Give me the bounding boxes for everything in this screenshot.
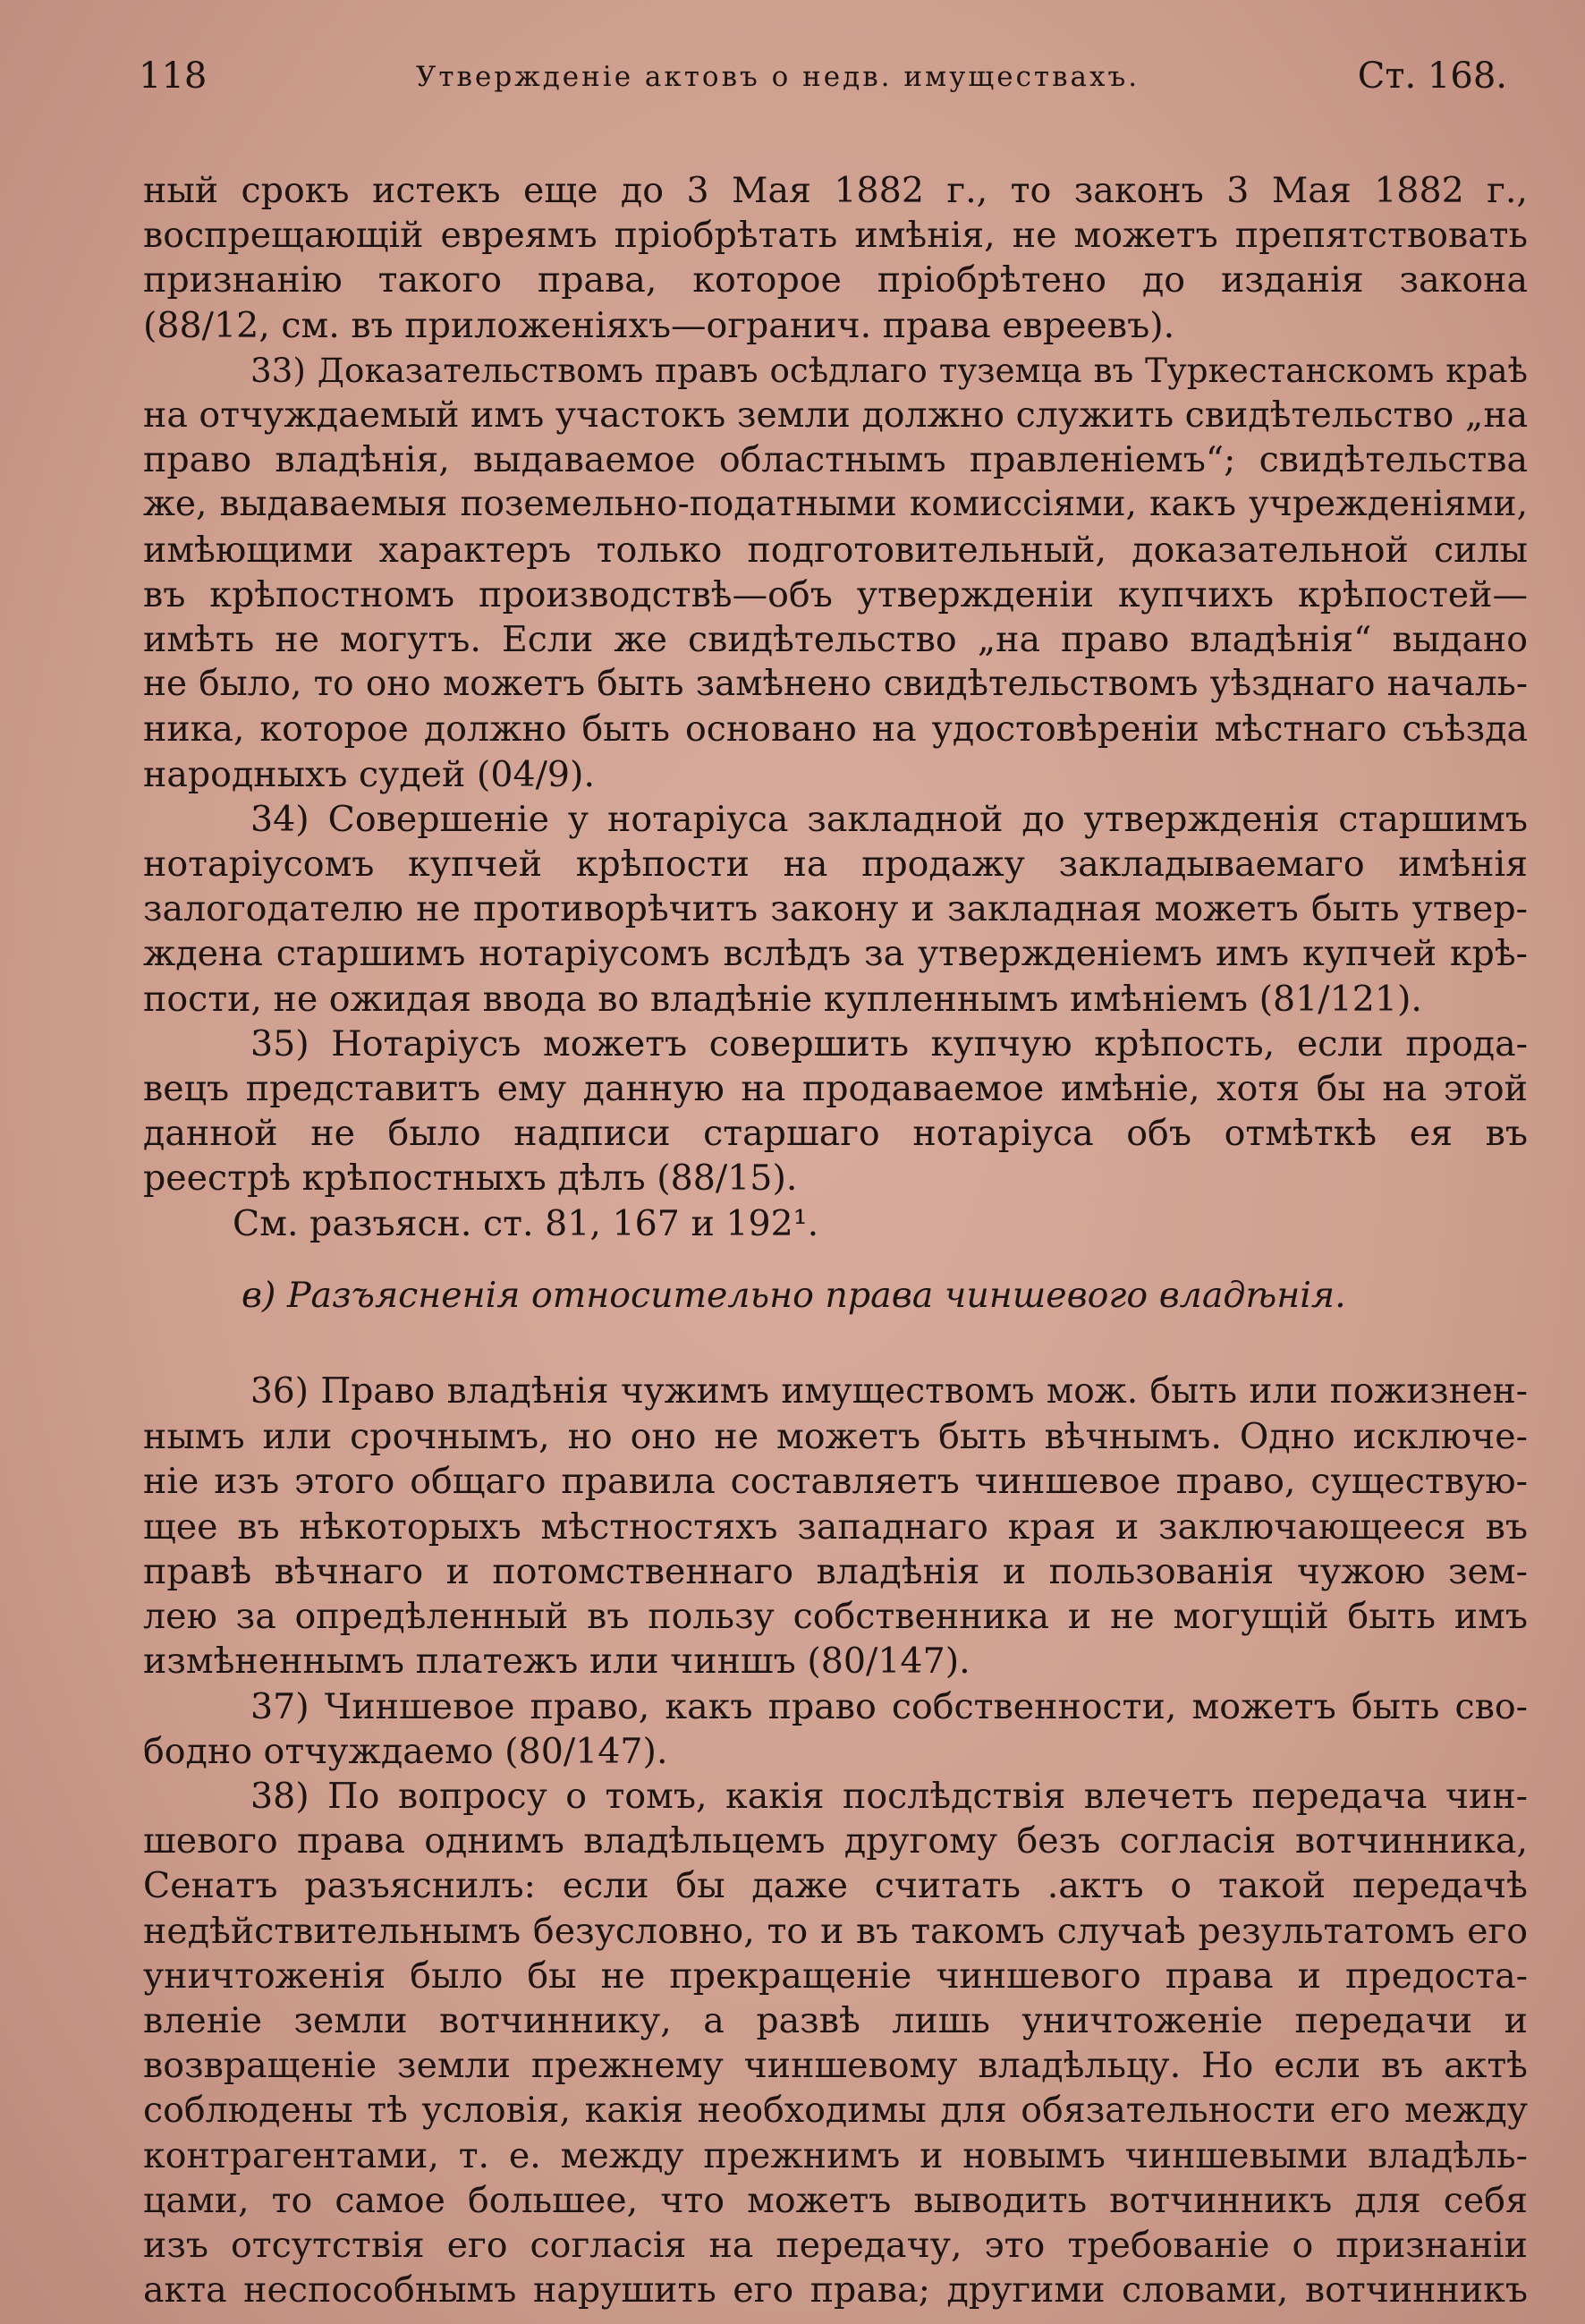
text-line: народныхъ судей (04/9). bbox=[143, 753, 596, 795]
text-line: ніе изъ этого общаго правила составляетъ чиншевое право, существую- bbox=[143, 1461, 1528, 1503]
text-line: 37) Чиншевое право, какъ право собственности, можетъ быть сво- bbox=[250, 1685, 1528, 1727]
text-line: вленіе земли вотчиннику, а развѣ лишь уничтоженіе передачи и bbox=[143, 1999, 1528, 2041]
text-line: въ крѣпостномъ производствѣ—объ утвержденіи купчихъ крѣпостей— bbox=[143, 573, 1528, 615]
text-line: правѣ вѣчнаго и потомственнаго владѣнія и пользованія чужою зем- bbox=[143, 1550, 1528, 1592]
text-line: бодно отчуждаемо (80/147). bbox=[143, 1730, 668, 1772]
article-number: Ст. 168. bbox=[1357, 55, 1507, 97]
text-line: недѣйствительнымъ безусловно, то и въ такомъ случаѣ результатомъ его bbox=[143, 1910, 1528, 1952]
paragraph-34 bbox=[143, 797, 1528, 1022]
text-line: изъ отсутствія его согласія на передачу, это требованіе о признаніи bbox=[143, 2224, 1528, 2266]
text-line: ждена старшимъ нотаріусомъ вслѣдъ за утвержденіемъ имъ купчей крѣ- bbox=[143, 933, 1528, 975]
paragraph-35 bbox=[143, 1022, 1528, 1201]
text-line: контрагентами, т. е. между прежнимъ и новымъ чиншевыми владѣль- bbox=[143, 2134, 1528, 2176]
text-line: нотаріусомъ купчей крѣпости на продажу закладываемаго имѣнія bbox=[143, 844, 1528, 886]
text-line: 33) Доказательствомъ правъ осѣдлаго туземца въ Туркестанскомъ краѣ bbox=[250, 350, 1528, 390]
text-line: 36) Право владѣнія чужимъ имуществомъ мож. быть или пожизнен- bbox=[250, 1371, 1528, 1412]
text-line: щее въ нѣкоторыхъ мѣстностяхъ западнаго края и заключающееся въ bbox=[143, 1506, 1528, 1548]
text-line: соблюдены тѣ условія, какія необходимы для обязательности его между bbox=[143, 2090, 1528, 2132]
paragraph-32-end bbox=[143, 168, 1528, 348]
text-line: данной не было надписи старшаго нотаріуса объ отмѣткѣ ея въ bbox=[143, 1113, 1528, 1155]
paragraph-33 bbox=[143, 348, 1528, 797]
text-line: пости, не ожидая ввода во владѣніе купленнымъ имѣніемъ (81/121). bbox=[143, 978, 1422, 1020]
text-line: не было, то оно можетъ быть замѣнено свидѣтельствомъ уѣзднаго началь- bbox=[143, 664, 1528, 705]
cross-reference bbox=[143, 1201, 1528, 1246]
section-title bbox=[143, 1273, 1528, 1318]
text-line: цами, то самое большее, что можетъ выводить вотчинникъ для себя bbox=[143, 2179, 1528, 2221]
text-line: на отчуждаемый имъ участокъ земли должно служить свидѣтельство „на bbox=[143, 394, 1529, 437]
paragraph-37 bbox=[143, 1684, 1528, 1774]
text-line: реестрѣ крѣпостныхъ дѣлъ (88/15). bbox=[143, 1158, 798, 1200]
text-line: акта неспособнымъ нарушить его права; другими словами, вотчинникъ bbox=[143, 2269, 1528, 2311]
text-line: 35) Нотаріусъ можетъ совершить купчую крѣпость, если прода- bbox=[250, 1022, 1528, 1064]
text-line: имѣть не могутъ. Если же свидѣтельство „на право владѣнія“ выдано bbox=[143, 619, 1528, 661]
paragraph-38 bbox=[143, 1774, 1528, 2312]
running-title: Утвержденіе актовъ о недв. имуществахъ. bbox=[416, 61, 1140, 93]
text-line: (88/12, см. въ приложеніяхъ—огранич. права евреевъ). bbox=[143, 304, 1175, 346]
text-line: См. разъясн. ст. 81, 167 и 192¹. bbox=[233, 1202, 819, 1244]
text-line: лею за опредѣленный въ пользу собственника и не могущій быть имъ bbox=[143, 1596, 1528, 1638]
paragraph-36 bbox=[143, 1370, 1528, 1684]
text-line: признанію такого права, которое пріобрѣтено до изданія закона bbox=[143, 259, 1528, 301]
text-line: возвращеніе земли прежнему чиншевому владѣльцу. Но если въ актѣ bbox=[143, 2045, 1528, 2087]
text-line: ника, которое должно быть основано на удостовѣреніи мѣстнаго съѣзда bbox=[143, 708, 1528, 751]
text-line: 34) Совершеніе у нотаріуса закладной до утвержденія старшимъ bbox=[250, 798, 1528, 840]
text-line: воспрещающій евреямъ пріобрѣтать имѣнія, не можетъ препятствовать bbox=[143, 215, 1528, 257]
text-line: 38) По вопросу о томъ, какія послѣдствія влечетъ передача чин- bbox=[250, 1775, 1528, 1817]
text-line: залогодателю не противорѣчитъ закону и закладная можетъ быть утвер- bbox=[143, 888, 1528, 930]
text-line: шевого права однимъ владѣльцемъ другому безъ согласія вотчинника, bbox=[143, 1820, 1528, 1862]
page-body bbox=[143, 168, 1528, 2312]
page-header bbox=[139, 55, 1507, 109]
text-line: измѣненнымъ платежъ или чиншъ (80/147). bbox=[143, 1641, 970, 1683]
text-line: вецъ представитъ ему данную на продаваемое имѣніе, хотя бы на этой bbox=[143, 1068, 1528, 1110]
text-line: право владѣнія, выдаваемое областнымъ правленіемъ“; свидѣтельства bbox=[143, 439, 1528, 481]
text-line: Сенатъ разъяснилъ: если бы даже считать .актъ о такой передачѣ bbox=[143, 1865, 1528, 1907]
page-number: 118 bbox=[139, 55, 208, 97]
text-line: нымъ или срочнымъ, но оно не можетъ быть вѣчнымъ. Одно исключе- bbox=[143, 1416, 1528, 1458]
section-title-text: в) Разъясненія относительно права чиншевого владѣнія. bbox=[242, 1274, 1346, 1316]
text-line: же, выдаваемыя поземельно-податными комиссіями, какъ учрежденіями, bbox=[143, 484, 1528, 525]
text-line: имѣющими характеръ только подготовительный, доказательной силы bbox=[143, 529, 1528, 571]
text-line: ный срокъ истекъ еще до 3 Мая 1882 г., то законъ 3 Мая 1882 г., bbox=[143, 170, 1528, 211]
text-line: уничтоженія было бы не прекращеніе чиншевого права и предоста- bbox=[143, 1955, 1528, 1997]
